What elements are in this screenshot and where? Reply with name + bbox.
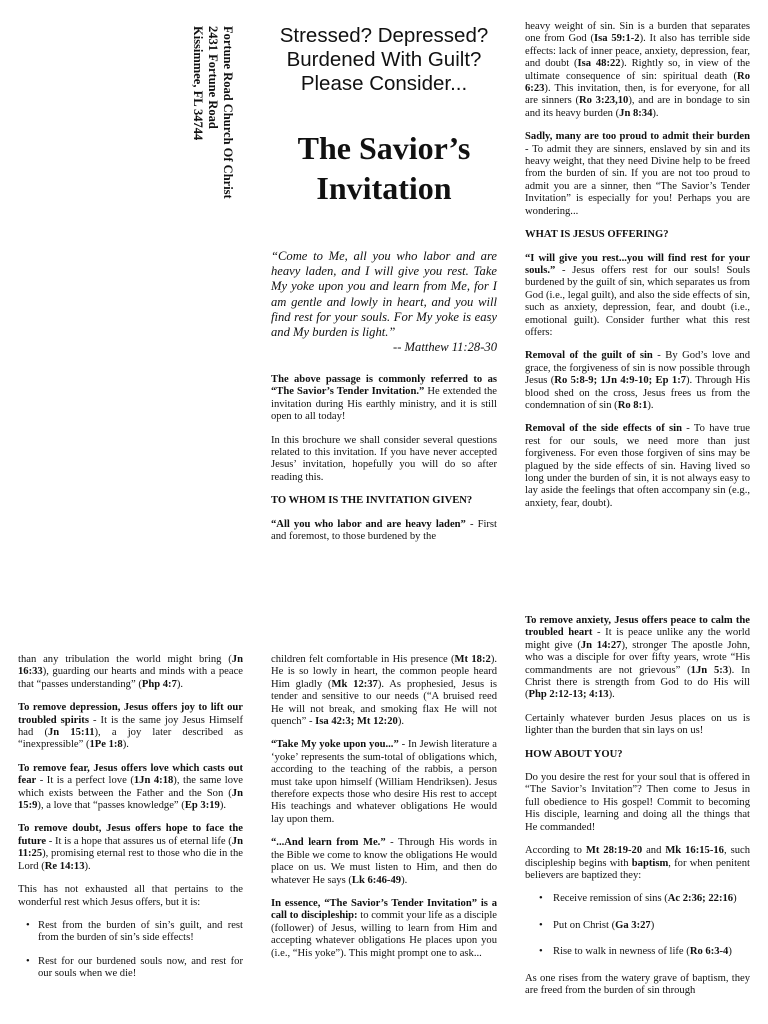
panel-how-about-you — [525, 615, 750, 1008]
paragraph: “...And learn from Me.” - Through His words in the Bible we come to know the obligations He would place on us. We must listen to Him, and then do whatever He says (Lk 6:46-49). — [271, 837, 497, 886]
paragraph: As one rises from the watery grave of baptism, they are freed from the burden of sin through — [525, 972, 750, 996]
panel-rest-benefits — [18, 654, 243, 992]
list-item: • Receive remission of sins (Ac 2:36; 22:16) — [539, 893, 750, 905]
paragraph: Removal of the guilt of sin - By God’s love and grace, the forgiveness of sin is now possible through Jesus (Ro 5:8-9; 1Jn 4:9-10; Ep 1:7). Through His blood shed on the cross, Jesus frees us from the condemnation of sin (Ro 8:1). — [525, 350, 751, 411]
paragraph: To remove doubt, Jesus offers hope to face the future - It is a hope that assures us of eternal life (Jn 11:25), promising eternal rest to those who die in the Lord (Re 14:13). — [18, 823, 243, 872]
paragraph: In essence, “The Savior’s Tender Invitation” is a call to discipleship: to commit your life as a disciple (follower) of Jesus, willing to learn from Him and accepting whatever obligations He places upon you (i.e., “His yoke”). This might prompt one to ask... — [271, 897, 497, 959]
rest-list — [18, 920, 243, 981]
paragraph: In this brochure we shall consider several questions related to this invitation. If you have never accepted Jesus’ invitation, hopefully you will do so after reading this. — [271, 434, 497, 483]
list-item: • Put on Christ (Ga 3:27) — [539, 920, 750, 932]
paragraph: than any tribulation the world might bring (Jn 16:33), guarding our hearts and minds with a peace that “passes understanding” (Php 4:7). — [18, 654, 243, 690]
paragraph: To remove anxiety, Jesus offers peace to calm the troubled heart - It is peace unlike any the world might give (Jn 14:27), stronger The apostle John, who was a disciple for over fifty years, wrote “His commandments are not grievous” (1Jn 5:3). In Christ there is strength from God to do His will (Php 2:12-13; 4:13). — [525, 615, 750, 701]
tagline-line-3: Please Consider... — [300, 72, 468, 95]
cover-title — [268, 128, 500, 208]
paragraph: “Take My yoke upon you...” - In Jewish literature a ‘yoke’ represents the sum-total of obligations which, according to the teaching of the rabbis, a person must take upon himself (William Hendriksen). Jesus therefore expects those who desire His rest to accept His teachings and whatever obligations He would lay upon them. — [271, 739, 498, 825]
panel-invitation-intro — [271, 374, 497, 554]
paragraph: heavy weight of sin. Sin is a burden that separates one from God (Isa 59:1-2). It also has terrible side effects: lack of inner peace, anxiety, depression, fear, and doubt (Isa 48:22). Rightly so, in view of the ultimate consequence of sin: spiritual death (Ro 6:23). This invitation, then, is for everyone, for all are sinners (Ro 3:23,10), and are in bondage to sin and its heavy burden (Jn 8:34). — [525, 21, 750, 119]
quote-text: “Come to Me, all you who labor and are heavy laden, and I will give you rest. Take My yoke upon you and learn from Me, for I am gentle and lowly in heart, and you will find rest for your souls. For My yoke is easy and My burden is light.” — [271, 249, 497, 340]
paragraph: To remove depression, Jesus offers joy to lift our troubled spirits - It is the same joy Jesus Himself had (Jn 15:11), a joy later described as “inexpressible” (1Pe 1:8). — [18, 702, 244, 751]
quote-reference: -- Matthew 11:28-30 — [393, 340, 497, 355]
title-line-2: Invitation — [316, 170, 452, 206]
paragraph: Do you desire the rest for your soul that is offered in “The Savior’s Invitation”? Then come to Jesus in full obedience to His gospel! Commit to becoming His disciple, learning and doing all the things that He commanded! — [525, 772, 750, 833]
tagline-line-1: Stressed? Depressed? — [279, 24, 489, 47]
address-line-church: Fortune Road Church Of Christ — [221, 26, 235, 199]
baptism-list — [525, 893, 750, 958]
paragraph: children felt comfortable in His presence (Mt 18:2). He is so lowly in heart, the common people heard Him gladly (Mk 12:37). As prophesied, Jesus is tender and sensitive to our needs (“A bruised reed He will not break, and smoking flax He will not quench” - Isa 42:3; Mt 12:20). — [271, 654, 497, 728]
paragraph: This has not exhausted all that pertains to the wonderful rest which Jesus offers, but it is: — [18, 884, 243, 908]
address-line-street: 2431 Fortune Road — [206, 26, 220, 129]
paragraph: According to Mt 28:19-20 and Mk 16:15-16, such discipleship begins with baptism, for when penitent believers are baptized they: — [525, 845, 750, 881]
address-line-city: Kissimmee, FL 34744 — [191, 26, 205, 141]
cover-tagline — [268, 24, 500, 96]
paragraph: “All you who labor and are heavy laden” - First and foremost, to those burdened by the — [271, 518, 498, 543]
mailing-address — [185, 26, 235, 226]
paragraph: To remove fear, Jesus offers love which casts out fear - It is a perfect love (1Jn 4:18), the same love which exists between the Father and the Son (Jn 15:9), a love that “passes knowledge” (Ep 3:19). — [18, 762, 243, 812]
list-item: • Rest from the burden of sin’s guilt, and rest from the burden of sin’s side effects! — [28, 920, 243, 945]
paragraph: “I will give you rest...you will find rest for your souls.” - Jesus offers rest for our souls! Souls burdened by the guilt of sin, which separates us from God (i.e., legal guilt), and also the side effects of sin, such as anxiety, depression, fear, and doubt (i.e., emotional guilt). Consider further what this rest offers: — [525, 252, 750, 338]
list-item: • Rise to walk in newness of life (Ro 6:3-4) — [539, 946, 750, 958]
panel-what-is-offered — [525, 21, 750, 521]
tagline-line-2: Burdened With Guilt? — [286, 48, 482, 71]
bold-lead: The above passage is commonly referred to as “The Savior’s Tender Invitation.” — [271, 374, 497, 398]
scripture-quote — [271, 249, 497, 355]
paragraph: Removal of the side effects of sin - To have true rest for our souls, we need more than just forgiveness. For even those forgiven of sins may be plagued by the side effects of sin. Having lived so long under the burden of sin, it is not always easy to lay aside the feelings that often accompany sin (e.g., anxiety, fear, doubt). — [525, 423, 750, 509]
paragraph: Sadly, many are too proud to admit their burden - To admit they are sinners, enslaved by sin and its heavy weight, that they need Divine help to be freed from the burden of sin. If you are not too proud to admit you are a sinner, then “The Savior’s Tender Invitation” is especially for you! Perhaps you are wondering... — [525, 131, 750, 217]
panel-yoke — [271, 654, 497, 971]
title-line-1: The Savior’s — [297, 130, 471, 166]
paragraph: The above passage is commonly referred to as “The Savior’s Tender Invitation.” He extended the invitation during His earthly ministry, and it is still open to all today! — [271, 374, 498, 423]
list-item: • Rest for our burdened souls now, and rest for our souls when we die! — [28, 956, 243, 981]
section-heading: HOW ABOUT YOU? — [525, 748, 623, 760]
section-heading: TO WHOM IS THE INVITATION GIVEN? — [271, 495, 473, 507]
section-heading: WHAT IS JESUS OFFERING? — [525, 229, 669, 241]
paragraph: Certainly whatever burden Jesus places on us is lighter than the burden that sin lays on us! — [525, 712, 750, 737]
